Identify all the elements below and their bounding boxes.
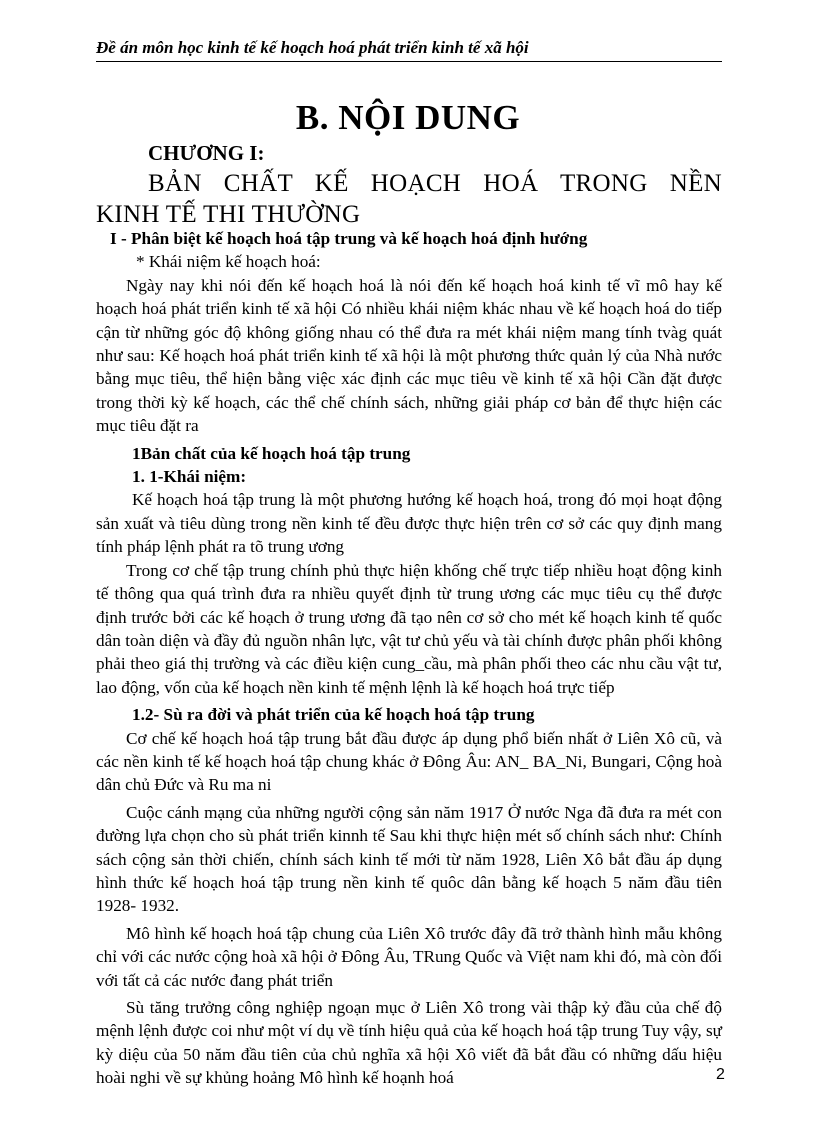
subsection-heading-1-2: 1.2- Sù ra đời và phát triển của kế hoạch hoá tập trung [132,705,535,725]
chapter-title-line-1: BẢN CHẤT KẾ HOẠCH HOÁ TRONG NỀN [148,170,722,197]
page-number: 2 [716,1066,725,1083]
paragraph: Trong cơ chế tập trung chính phủ thực hiện khống chế trực tiếp nhiều hoạt động kinh tế thông qua quá trình đưa ra nhiều quyết định từ trung ương các mục tiêu cụ thể được định trước bởi các kế hoạch ở trung ương đã tạo nên cơ sở cho mét kế hoạch kinh tế quốc dân toàn diện và đầy đủ nguồn nhân lực, vật tư chủ yếu và tài chính được phân phối không phải theo giá thị trường và các điều kiện cung_cầu, mà phân phối theo các nhu cầu vật tư, lao động, vốn của kế hoạch nền kinh tế mệnh lệnh là kế hoạch hoá trực tiếp [96,560,722,697]
paragraph: Cuộc cánh mạng của những người cộng sản năm 1917 Ở nước Nga đã đưa ra mét con đường lựa chọn cho sù phát triển kinnh tế Sau khi thực hiện mét số chính sách như: Chính sách cộng sản thời chiến, chính sách kinh tế mới từ năm 1928, Liên Xô bắt đầu áp dụng hình thức kế hoạch hoá tập trung nền kinh tế quôc dân bằng kế hoạch 5 năm đầu tiên 1928- 1932. [96,802,722,916]
paragraph: Ngày nay khi nói đến kế hoạch hoá là nói đến kế hoạch hoá kinh tế vĩ mô hay kế hoạch hoá phát triển kinh tế xã hội Có nhiều khái niệm khác nhau về kế hoạch hoá do tiếp cận từ những góc độ không giống nhau có thể đưa ra mét khái niệm mang tính tvàg quát như sau: Kế hoạch hoá phát triển kinh tế xã hội là một phương thức quản lý của Nhà nước bằng mục tiêu, thể hiện bằng việc xác định các mục tiêu về kinh tế xã hội Cần đặt được trong thời kỳ kế hoạch, các thể chế chính sách, những giải pháp cơ bản để thực hiện các mục tiêu đặt ra [96,275,722,436]
paragraph: Kế hoạch hoá tập trung là một phương hướng kế hoạch hoá, trong đó mọi hoạt động sản xuất và tiêu dùng trong nền kinh tế đều được thực hiện trên cơ sở các quy định mang tính pháp lệnh phát ra tõ trung ương [96,490,722,557]
paragraph: Cơ chế kế hoạch hoá tập trung bắt đầu được áp dụng phổ biến nhất ở Liên Xô cũ, và các nền kinh tế kế hoạch hoá tập chung khác ở Đông Âu: AN_ BA_Ni, Bungari, Cộng hoà dân chủ Đức và Ru ma ni [96,728,722,795]
paragraph: Mô hình kế hoạch hoá tập chung của Liên Xô trước đây đã trở thành hình mẫu không chỉ với các nước cộng hoà xã hội ở Đông Âu, TRung Quốc và Việt nam khi đó, mà còn đối với tất cả các nước đang phát triển [96,923,722,990]
paragraph: Sù tăng trưởng công nghiệp ngoạn mục ở Liên Xô trong vài thập kỷ đầu của chế độ mệnh lệnh được coi như một ví dụ về tính hiệu quả của kế hoạch hoá tập trung Tuy vậy, sự kỳ diệu của 50 năm đầu tiên của chủ nghĩa xã hội Xô viết đã bắt đầu có những dấu hiệu hoài nghi về sự khủng hoảng Mô hình kế hoạnh hoá [96,998,722,1088]
subheading-concept: * Khái niệm kế hoạch hoá: [136,252,321,272]
chapter-title [96,168,722,230]
chapter-label: CHƯƠNG I: [148,141,265,165]
body-text [96,227,722,1090]
subsection-heading-1-1: 1. 1-Khái niệm: [132,467,247,487]
chapter-title-line-2: KINH TẾ THI THƯỜNG [96,201,361,228]
section-heading-1: I - Phân biệt kế hoạch hoá tập trung và kế hoạch hoá định hướng [110,229,588,248]
running-header: Đề án môn học kinh tế kế hoạch hoá phát triển kinh tế xã hội [96,38,722,62]
page-title: B. NỘI DUNG [295,98,521,137]
subsection-heading-1: 1Bản chất của kế hoạch hoá tập trung [132,443,411,463]
